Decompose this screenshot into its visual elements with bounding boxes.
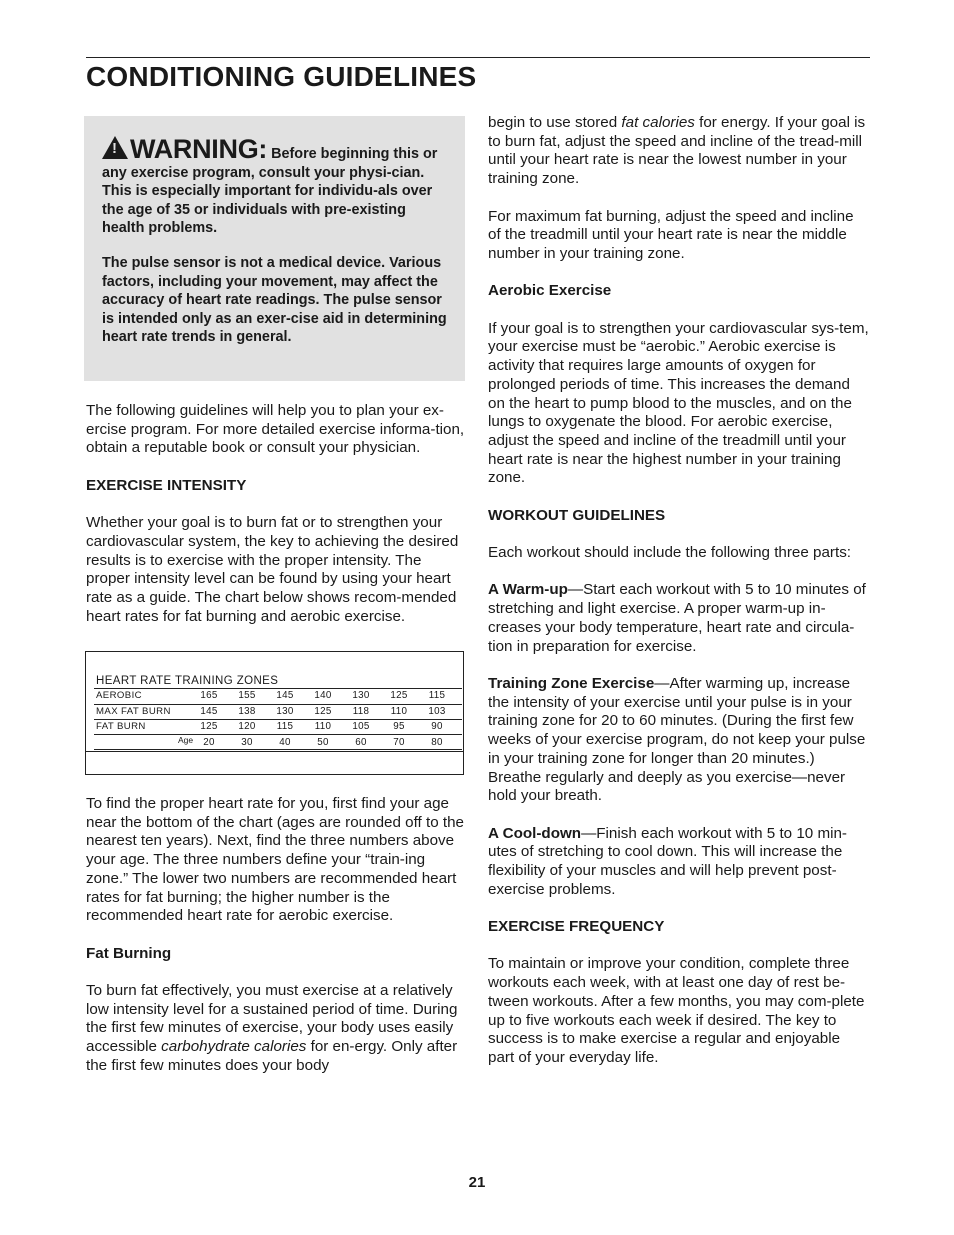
fat-continued-paragraph: [488, 114, 870, 189]
fat-text-a: To burn fat effectively, you must exercise at a relatively low intensity level for a sustained period of time. During the first few minutes of exercise, your body uses easily accessible: [86, 982, 458, 1056]
fat-burning-paragraph: [86, 982, 468, 1076]
chart-cell: 115: [276, 721, 294, 732]
chart-cell: 110: [390, 706, 408, 717]
warmup-paragraph: [488, 581, 870, 656]
exercise-frequency-heading: EXERCISE FREQUENCY: [488, 918, 665, 936]
warmup-label: A Warm-up: [488, 581, 568, 599]
chart-age-cell: 80: [431, 737, 443, 748]
chart-row-label: AEROBIC: [96, 690, 142, 701]
chart-cell: 95: [393, 721, 405, 732]
training-zone-label: Training Zone Exercise: [488, 674, 655, 692]
chart-cell: 145: [200, 706, 218, 717]
training-zone-text: —After warming up, increase the intensity of your exercise until your pulse is in your training zone for 20 to 60 minutes. (During the first few weeks of your exercise program, do not keep your pulse in your training zone for longer than 20 minutes.) Breathe regularly and deeply as you exercise—never hold your breath.: [488, 674, 866, 805]
find-heart-rate-paragraph: To find the proper heart rate for you, first find your age near the bottom of the chart (ages are rounded off to the nearest ten years). Next, find the three numbers above your age. The three numbers define your “train-ing zone.” The lower two numbers are recommended heart rates for fat burning; the higher number is the recommended heart rate for aerobic exercise.: [86, 795, 464, 925]
exercise-intensity-paragraph: Whether your goal is to burn fat or to strengthen your cardiovascular system, the key to achieving the desired results is to exercise with the proper intensity. The proper intensity level can be found by using your heart rate as a guide. The chart below shows recom-mended heart rates for fat burning and aerobic exercise.: [86, 514, 459, 625]
fat-text-emphasis: carbohydrate calories: [161, 1038, 307, 1056]
warning-paragraph-1: [102, 136, 447, 238]
chart-age-label: Age: [178, 735, 194, 745]
exercise-frequency-paragraph: To maintain or improve your condition, complete three workouts each week, with at least one day of rest be-tween workouts. After a few months, you may com-plete up to five workouts each week if desired. The key to success is to make exercise a regular and enjoyable part of your everyday life.: [488, 955, 865, 1066]
right-column: [488, 114, 870, 1068]
chart-cell: 125: [390, 690, 408, 701]
chart-cell: 90: [431, 721, 443, 732]
warning-text: [102, 136, 447, 347]
chart-age-cell: 20: [203, 737, 215, 748]
chart-cell: 120: [238, 721, 256, 732]
chart-cell: 125: [200, 721, 218, 732]
chart-age-cell: 60: [355, 737, 367, 748]
chart-age-cell: 40: [279, 737, 291, 748]
cont-text-emphasis: fat calories: [621, 114, 695, 131]
chart-row-label: MAX FAT BURN: [96, 706, 171, 717]
chart-row-rule: [94, 719, 462, 720]
cooldown-text: —Finish each workout with 5 to 10 min-utes of stretching to cool down. This will increase the flexibility of your muscles and will help prevent post-exercise problems.: [488, 824, 847, 898]
chart-cell: 110: [314, 721, 332, 732]
aerobic-heading: Aerobic Exercise: [488, 282, 612, 300]
workout-intro-paragraph: Each workout should include the following three parts:: [488, 544, 852, 562]
chart-cell: 138: [238, 706, 256, 717]
cont-text-b: for energy. If your goal is to burn fat, adjust the speed and incline of the tread-mill until your heart rate is near the lowest number in your training zone.: [488, 114, 866, 188]
chart-cell: 140: [314, 690, 332, 701]
chart-cell: 145: [276, 690, 294, 701]
chart-cell: 103: [428, 706, 446, 717]
warning-heading: WARNING:: [130, 134, 268, 164]
fat-text-b: for en-ergy. Only after the first few minutes does your body: [86, 1038, 458, 1074]
training-zone-paragraph: [488, 675, 870, 806]
exercise-intensity-heading: EXERCISE INTENSITY: [86, 476, 247, 494]
chart-age-cell: 50: [317, 737, 329, 748]
cont-text-a: begin to use stored: [488, 114, 618, 131]
cooldown-paragraph: [488, 825, 870, 900]
warning-box: [84, 116, 465, 381]
heart-rate-chart: [85, 651, 464, 775]
chart-title: HEART RATE TRAINING ZONES: [96, 675, 279, 687]
warning-body-1: or any exercise program, consult your physi-cian. This is especially important for individu-als over the age of 35 or individuals with pre-existing health problems.: [102, 146, 438, 237]
chart-row-rule: [94, 704, 462, 705]
top-rule: [86, 57, 870, 58]
chart-cell: 130: [352, 690, 370, 701]
chart-cell: 115: [428, 690, 446, 701]
page-number: 21: [468, 1174, 486, 1191]
warning-triangle-icon: [102, 136, 128, 159]
workout-guidelines-heading: WORKOUT GUIDELINES: [488, 506, 666, 524]
fat-burning-heading: Fat Burning: [86, 944, 172, 962]
max-fat-paragraph: For maximum fat burning, adjust the speed and incline of the treadmill until your heart rate is near the middle number in your training zone.: [488, 207, 854, 262]
chart-cell: 130: [276, 706, 294, 717]
chart-row-rule: [94, 734, 462, 735]
chart-age-cell: 70: [393, 737, 405, 748]
intro-paragraph: The following guidelines will help you to plan your ex-ercise program. For more detailed exercise informa-tion, obtain a reputable book or consult your physician.: [86, 402, 465, 457]
chart-cell: 105: [352, 721, 370, 732]
chart-cell: 118: [352, 706, 370, 717]
left-column-bottom: [86, 795, 468, 1076]
chart-cell: 165: [200, 690, 218, 701]
left-column-top: [86, 402, 468, 626]
chart-bottom-rule: [86, 751, 463, 752]
chart-row-rule: [94, 688, 462, 689]
aerobic-paragraph: If your goal is to strengthen your cardiovascular sys-tem, your exercise must be “aerobic.” Aerobic exercise is activity that requires large amounts of oxygen for prolonged periods of time. This increases the demand on the heart to pump blood to the muscles, and on the lungs to oxygenate the blood. For aerobic exercise, adjust the speed and incline of the treadmill until your heart rate is near the highest number in your training zone.: [488, 319, 869, 487]
chart-cell: 125: [314, 706, 332, 717]
chart-row-rule: [94, 749, 462, 750]
warmup-text: —Start each workout with 5 to 10 minutes of stretching and light exercise. A proper warm-up in-creases your body temperature, heart rate and circula-tion in preparation for exercise.: [488, 581, 866, 655]
chart-row-label: FAT BURN: [96, 721, 146, 732]
warning-lead: Before beginning this: [271, 146, 419, 162]
warning-paragraph-2: The pulse sensor is not a medical device. Various factors, including your movement, may affect the accuracy of heart rate readings. The pulse sensor is intended only as an exer-cise aid in determining heart rate trends in general.: [102, 254, 447, 346]
cooldown-label: A Cool-down: [488, 824, 582, 842]
page-title: CONDITIONING GUIDELINES: [86, 61, 477, 92]
chart-cell: 155: [238, 690, 256, 701]
chart-age-cell: 30: [241, 737, 253, 748]
